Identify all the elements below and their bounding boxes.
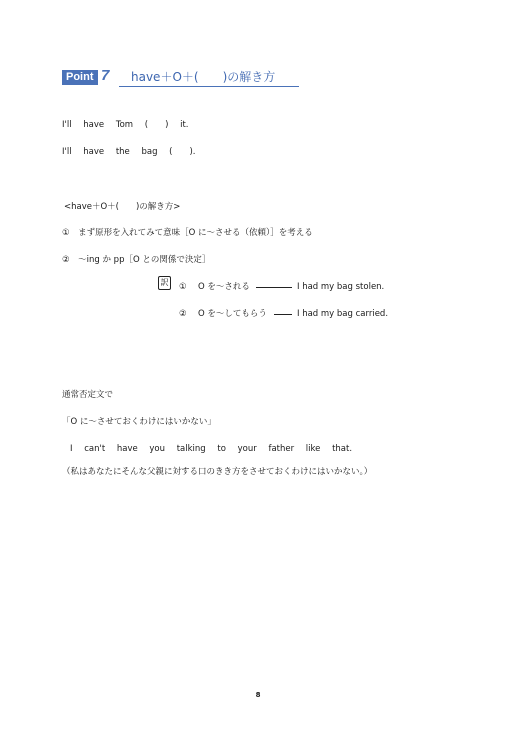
negative-quote: 「O に～させておくわけにはいかない」 <box>62 417 216 427</box>
method-step-2: ② ～ing か pp［O との関係で決定］ <box>62 255 211 265</box>
translation-label: 訳 <box>158 276 171 290</box>
example-sentence-2: I'll have the bag ( ). <box>62 147 196 157</box>
translation-example-2: I had my bag carried. <box>297 309 389 319</box>
translation-example-1: I had my bag stolen. <box>297 282 385 292</box>
method-heading: <have＋O＋( )の解き方> <box>64 202 181 212</box>
method-step-1: ① まず原形を入れてみて意味［O に～させる（依頼）］を考える <box>62 228 313 238</box>
negative-heading: 通常否定文で <box>62 390 114 400</box>
translation-meaning-2: O を～してもらう <box>198 309 267 319</box>
negative-example: I can't have you talking to your father like that. <box>70 444 353 454</box>
translation-number-1: ① <box>179 282 187 292</box>
point-title: have＋O＋( )の解き方 <box>119 68 299 87</box>
translation-number-2: ② <box>179 309 187 319</box>
translation-meaning-1: O を～される <box>198 282 250 292</box>
connector-line-1 <box>256 287 292 288</box>
page-number: 8 <box>255 691 261 699</box>
point-badge: Point <box>62 70 98 85</box>
point-number: 7 <box>101 67 110 84</box>
connector-line-2 <box>274 314 292 315</box>
example-sentence-1: I'll have Tom ( ) it. <box>62 120 189 130</box>
negative-translation: （私はあなたにそんな父親に対する口のきき方をさせておくわけにはいかない。） <box>62 467 373 477</box>
